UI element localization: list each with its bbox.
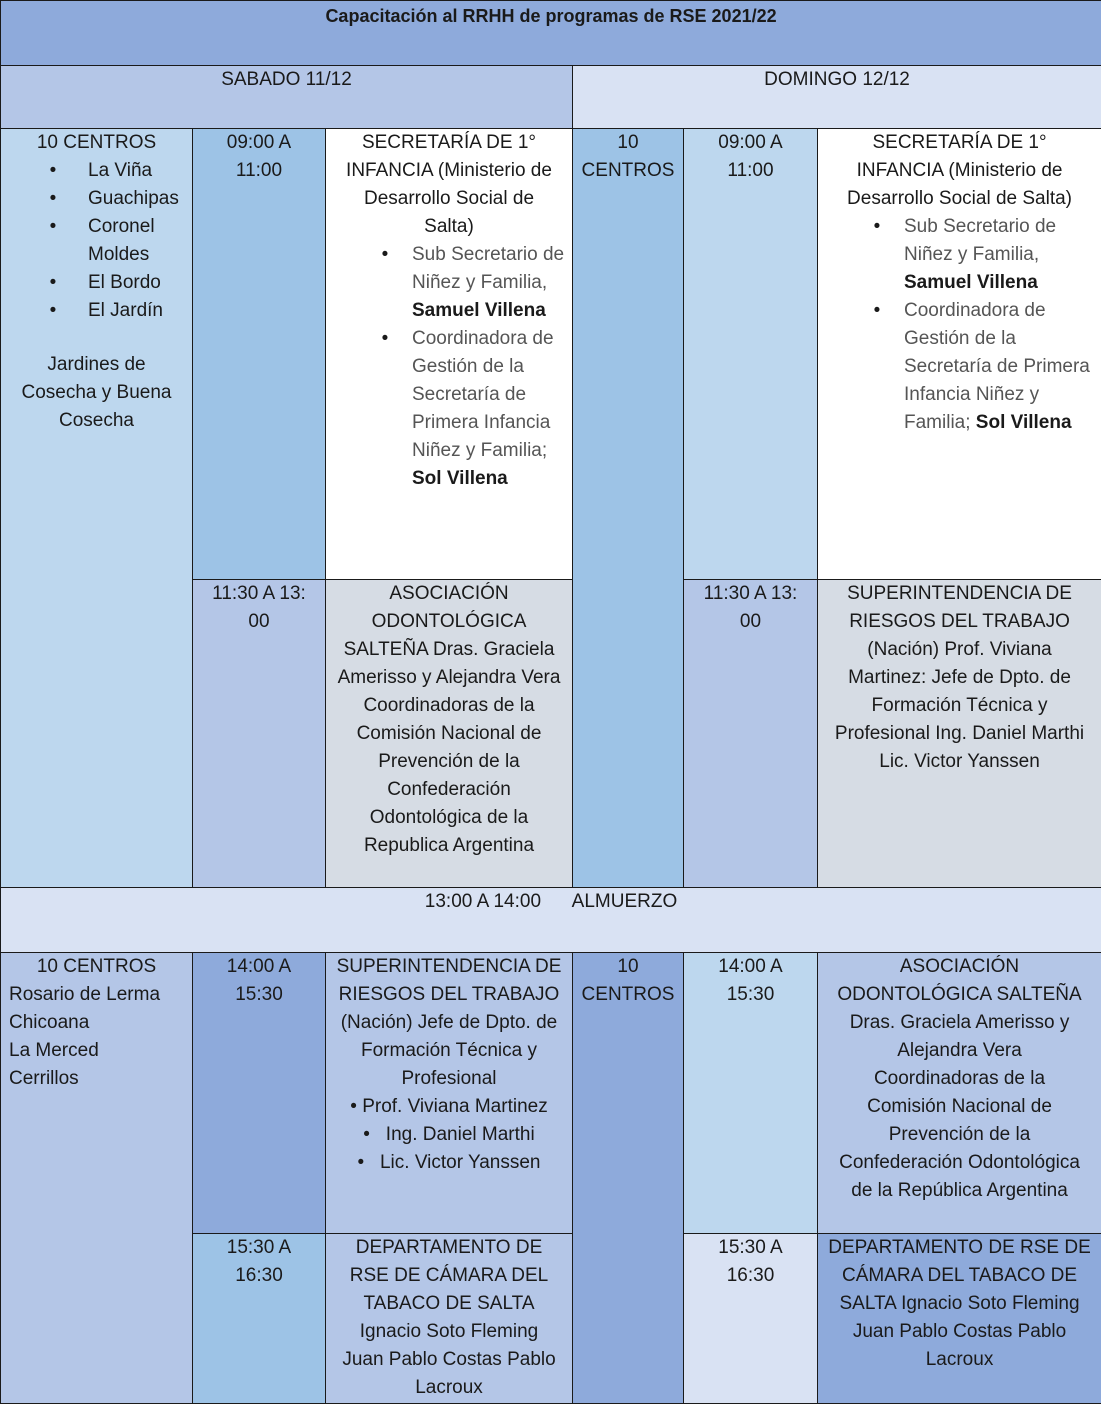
sunday-session-cell: DEPARTAMENTO DE RSE DE CÁMARA DEL TABACO DE SALTA Ignacio Soto Fleming Juan Pablo Costas Pablo Lacroux bbox=[818, 1234, 1101, 1404]
session-org: SECRETARÍA DE 1° INFANCIA (Ministerio de Desarrollo Social de Salta) bbox=[822, 129, 1097, 213]
saturday-time-slot: 14:00 A 15:30 bbox=[193, 953, 326, 1234]
morning-row-1 bbox=[1, 129, 1101, 580]
centros-title: 10 CENTROS bbox=[5, 953, 188, 981]
list-item: Cerrillos bbox=[9, 1065, 188, 1093]
list-item: Chicoana bbox=[9, 1009, 188, 1037]
sunday-time-slot: 09:00 A 11:00 bbox=[684, 129, 818, 580]
saturday-session-cell: ASOCIACIÓN ODONTOLÓGICA SALTEÑA Dras. Graciela Amerisso y Alejandra Vera Coordinadoras de la Comisión Nacional de Prevención de la Confederación Odontológica de la Republica Argentina bbox=[326, 580, 573, 888]
bullet-icon: • bbox=[375, 325, 395, 353]
bullet-icon: • bbox=[375, 241, 395, 269]
day-header-row bbox=[1, 66, 1101, 129]
bullet-icon: • bbox=[43, 269, 63, 297]
centros-list bbox=[5, 981, 188, 1093]
bullet-icon: • bbox=[43, 185, 63, 213]
list-item: • Coordinadora de Gestión de la Secretaría de Primera Infancia Niñez y Familia; Sol Villena bbox=[822, 297, 1097, 437]
sunday-session-cell: ASOCIACIÓN ODONTOLÓGICA SALTEÑA Dras. Graciela Amerisso y Alejandra Vera Coordinadoras de la Comisión Nacional de Prevención de la Confederación Odontológica de la República Argentina bbox=[818, 953, 1101, 1234]
list-item: • Sub Secretario de Niñez y Familia, Samuel Villena bbox=[330, 241, 568, 325]
bullet-icon: • bbox=[867, 213, 887, 241]
list-item: • Coronel Moldes bbox=[13, 213, 188, 269]
bullet-icon: • bbox=[357, 1152, 364, 1173]
session-org: SUPERINTENDENCIA DE RIESGOS DEL TRABAJO (Nación) Jefe de Dpto. de Formación Técnica y Profesional bbox=[330, 953, 568, 1093]
centros-title: 10 CENTROS bbox=[5, 129, 188, 157]
saturday-session-cell bbox=[326, 953, 573, 1234]
saturday-time-slot: 11:30 A 13: 00 bbox=[193, 580, 326, 888]
sunday-morning-centros: 10 CENTROS bbox=[573, 129, 684, 888]
saturday-time-slot: 09:00 A 11:00 bbox=[193, 129, 326, 580]
sunday-header: DOMINGO 12/12 bbox=[573, 66, 1101, 129]
list-item: • Sub Secretario de Niñez y Familia, Samuel Villena bbox=[822, 213, 1097, 297]
list-item: • Ing. Daniel Marthi bbox=[330, 1121, 568, 1149]
list-item: Rosario de Lerma bbox=[9, 981, 188, 1009]
sunday-session-cell bbox=[818, 129, 1101, 580]
lunch-break bbox=[1, 888, 1101, 953]
saturday-afternoon-centros bbox=[1, 953, 193, 1404]
afternoon-row-1 bbox=[1, 953, 1101, 1234]
bullet-icon: • bbox=[43, 157, 63, 185]
speaker-list bbox=[330, 241, 568, 493]
list-item: • Prof. Viviana Martinez bbox=[330, 1093, 568, 1121]
bullet-icon: • bbox=[43, 213, 63, 241]
page-title: Capacitación al RRHH de programas de RSE 2021/22 bbox=[1, 1, 1101, 66]
list-item: • Guachipas bbox=[13, 185, 188, 213]
sunday-time-slot: 11:30 A 13: 00 bbox=[684, 580, 818, 888]
list-item: • La Viña bbox=[13, 157, 188, 185]
sunday-session-cell: SUPERINTENDENCIA DE RIESGOS DEL TRABAJO (Nación) Prof. Viviana Martinez: Jefe de Dpto. de Formación Técnica y Profesional Ing. Daniel Marthi Lic. Victor Yanssen bbox=[818, 580, 1101, 888]
bullet-icon: • bbox=[867, 297, 887, 325]
centros-list bbox=[13, 157, 188, 325]
list-item: La Merced bbox=[9, 1037, 188, 1065]
sunday-time-slot: 15:30 A 16:30 bbox=[684, 1234, 818, 1404]
list-item: • Coordinadora de Gestión de la Secretaría de Primera Infancia Niñez y Familia; Sol Villena bbox=[330, 325, 568, 493]
bullet-icon: • bbox=[363, 1124, 370, 1145]
list-item: • El Bordo bbox=[13, 269, 188, 297]
session-org: SECRETARÍA DE 1° INFANCIA (Ministerio de Desarrollo Social de Salta) bbox=[330, 129, 568, 241]
bullet-icon: • bbox=[350, 1096, 357, 1117]
lunch-label: ALMUERZO bbox=[572, 891, 678, 912]
bullet-icon: • bbox=[43, 297, 63, 325]
saturday-time-slot: 15:30 A 16:30 bbox=[193, 1234, 326, 1404]
speaker-list bbox=[822, 213, 1097, 437]
saturday-morning-centros bbox=[1, 129, 193, 888]
sunday-afternoon-centros: 10 CENTROS bbox=[573, 953, 684, 1404]
centros-note: Jardines de Cosecha y Buena Cosecha bbox=[5, 351, 188, 435]
lunch-row bbox=[1, 888, 1101, 953]
sunday-time-slot: 14:00 A 15:30 bbox=[684, 953, 818, 1234]
list-item: • Lic. Victor Yanssen bbox=[330, 1149, 568, 1177]
lunch-time: 13:00 A 14:00 bbox=[425, 891, 541, 912]
speaker-list bbox=[330, 1093, 568, 1177]
saturday-session-cell bbox=[326, 129, 573, 580]
title-row bbox=[1, 1, 1101, 66]
saturday-session-cell: DEPARTAMENTO DE RSE DE CÁMARA DEL TABACO DE SALTA Ignacio Soto Fleming Juan Pablo Costas Pablo Lacroux bbox=[326, 1234, 573, 1404]
list-item: • El Jardín bbox=[13, 297, 188, 325]
saturday-header: SABADO 11/12 bbox=[1, 66, 573, 129]
